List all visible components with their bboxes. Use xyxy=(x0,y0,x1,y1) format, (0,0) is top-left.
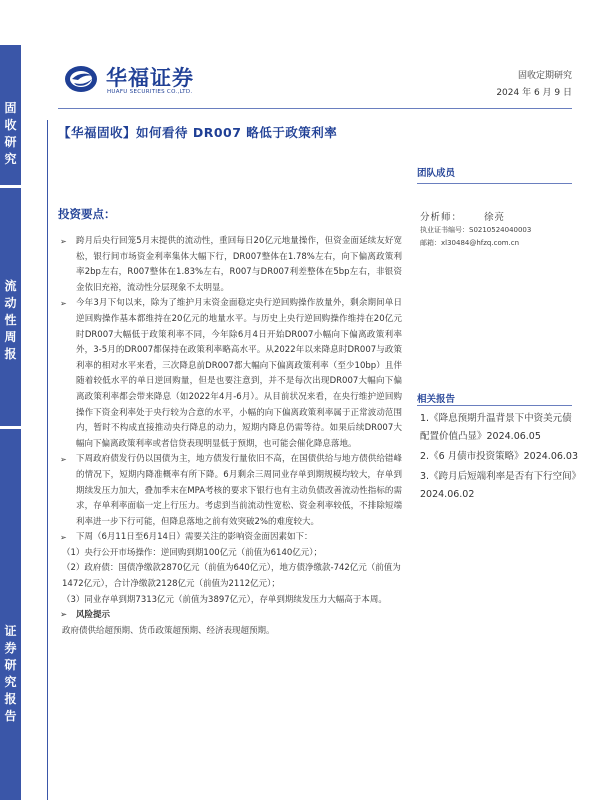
bullet-paragraph xyxy=(60,530,402,546)
sidebar-char: 究 xyxy=(4,675,17,689)
report-date: 2024 年 6 月 9 日 xyxy=(496,88,572,98)
sidebar-block-liquidity-weekly xyxy=(0,188,21,426)
sidebar-char: 流 xyxy=(4,279,17,293)
arrow-bullet-icon: ➢ xyxy=(60,610,68,621)
related-divider xyxy=(417,405,572,406)
sidebar-char: 性 xyxy=(4,313,17,327)
related-report-item[interactable]: 1.《降息预期升温背景下中资美元债配置价值凸显》2024.06.05 xyxy=(420,413,572,442)
list-item: （2）政府债：国债净缴款2870亿元（前值为640亿元），地方债净缴款-742亿元（前值为1472亿元），合计净缴款2128亿元（前值为2112亿元）； xyxy=(62,563,401,590)
analyst-email[interactable]: 邮箱：xl30484@hfzq.com.cn xyxy=(420,239,520,247)
report-type: 固收定期研究 xyxy=(517,71,572,81)
paragraph-text: 下周（6月11日至6月14日）需要关注的影响资金面因素如下： xyxy=(76,532,313,543)
paragraph-text: 跨月后央行回笼5月末提供的流动性，重回每日20亿元地量操作，但资金面延续友好宽松，银行间市场资金利率集体大幅下行，DR007整体在1.78%左右，向下偏离政策利率2bp左右，R007整体在1.83%左右，R007与DR007利差整体在5bp左右，非银资金依旧充裕，流动性分层现象不太明显。 xyxy=(76,236,402,293)
sidebar-char: 固 xyxy=(4,101,17,115)
bullet-paragraph xyxy=(60,452,402,530)
sidebar-char: 研 xyxy=(4,658,17,672)
analyst-label: 分析师： xyxy=(420,212,463,223)
sidebar-block-research-report xyxy=(0,429,21,800)
huafu-logo-icon xyxy=(64,64,104,94)
sidebar-char: 告 xyxy=(4,709,17,723)
investment-heading: 投资要点： xyxy=(58,207,116,221)
sidebar-divider xyxy=(47,120,48,800)
header-meta xyxy=(496,68,572,102)
sidebar-char: 收 xyxy=(4,118,17,132)
sidebar-char: 周 xyxy=(4,330,17,344)
analyst-cert: 执业证书编号：S0210524040003 xyxy=(420,226,532,234)
page-title: 【华福固收】如何看待 DR007 略低于政策利率 xyxy=(58,125,338,140)
bullet-paragraph xyxy=(60,296,402,452)
analyst-name: 徐亮 xyxy=(484,212,506,223)
company-logo xyxy=(64,62,214,100)
related-report-item[interactable]: 3.《跨月后短端利率是否有下行空间》2024.06.02 xyxy=(420,471,577,500)
company-name-en: HUAFU SECURITIES CO.,LTD. xyxy=(107,89,193,95)
header-divider xyxy=(58,108,572,109)
related-reports-heading: 相关报告 xyxy=(417,394,456,405)
paragraph-text: 今年3月下旬以来，除为了维护月末资金面稳定央行逆回购操作放量外，剩余期间单日逆回购操作基本都维持在20亿元的地量水平。与历史上央行逆回购操作维持在20亿元时DR007大幅低于政策利率不同，今年除6月4日开始DR007小幅向下偏离政策利率外，3-5月的DR007都保持在政策利率略高水平。从2022年以来降息时DR007与政策利率的相对水平来看，三次降息前DR007都大幅向下偏离政策利率（至少10bp）且伴随着较低水平的单日逆回购量，但是也要注意到，并不是每次出现DR007大幅向下偏离政策利率都会带来降息（如2022年4月-6月）。从目前状况来看，在央行维护逆回购操作下资金利率处于央行较为合意的水平，小幅的向下偏离政策利率属于正常波动范围内，暂时不构成直接推动央行降息的动力，短期内降息仍需等待。如果后续DR007大幅向下偏离政策利率或者信贷表现明显低于预期，也可能会催化降息落地。 xyxy=(76,298,402,449)
sidebar-char: 券 xyxy=(4,641,17,655)
team-divider xyxy=(417,183,572,184)
sidebar-char: 究 xyxy=(4,152,17,166)
sidebar-char: 研 xyxy=(4,135,17,149)
arrow-bullet-icon: ➢ xyxy=(60,299,67,309)
team-heading: 团队成员 xyxy=(417,168,456,179)
sidebar-char: 报 xyxy=(4,692,17,706)
related-reports-list xyxy=(420,410,580,506)
list-item: （1）央行公开市场操作：逆回购到期100亿元（前值为6140亿元）； xyxy=(62,547,323,558)
risk-heading xyxy=(60,608,402,624)
company-name-cn: 华福证券 xyxy=(106,66,194,90)
arrow-bullet-icon: ➢ xyxy=(60,533,67,543)
analyst-info xyxy=(420,211,580,250)
risk-title-text: 风险提示 xyxy=(76,610,111,621)
risk-text: 政府债供给超预期、货币政策超预期、经济表现超预期。 xyxy=(62,625,275,636)
arrow-bullet-icon: ➢ xyxy=(60,237,67,246)
list-item: （3）同业存单到期7313亿元（前值为3897亿元），存单到期续发压力大幅高于本周。 xyxy=(62,594,387,605)
paragraph-text: 下周政府债发行仍以国债为主，地方债发行量依旧不高，在国债供给与地方债供给错峰的情况下，短期内降准概率有所下降。6月剩余三周同业存单到期规模均较大，存单到期续发压力加大，叠加季末在MPA考核的要求下银行也有主动负债改善流动性指标的需求，存单利率面临一定上行压力。考虑到当前流动性宽松、资金利率较低，不排除短端利率进一步下行可能，但降息落地之前有效突破2%的难度较大。 xyxy=(76,454,402,527)
bullet-paragraph xyxy=(60,234,402,296)
investment-body xyxy=(60,234,402,639)
sidebar-block-fixed-income xyxy=(0,45,21,185)
related-report-item[interactable]: 2.《6 月债市投资策略》2024.06.03 xyxy=(420,451,579,462)
arrow-bullet-icon: ➢ xyxy=(60,455,67,465)
sidebar xyxy=(0,45,21,800)
sidebar-char: 证 xyxy=(4,624,17,638)
sidebar-char: 动 xyxy=(4,296,17,310)
sidebar-char: 报 xyxy=(4,347,17,361)
